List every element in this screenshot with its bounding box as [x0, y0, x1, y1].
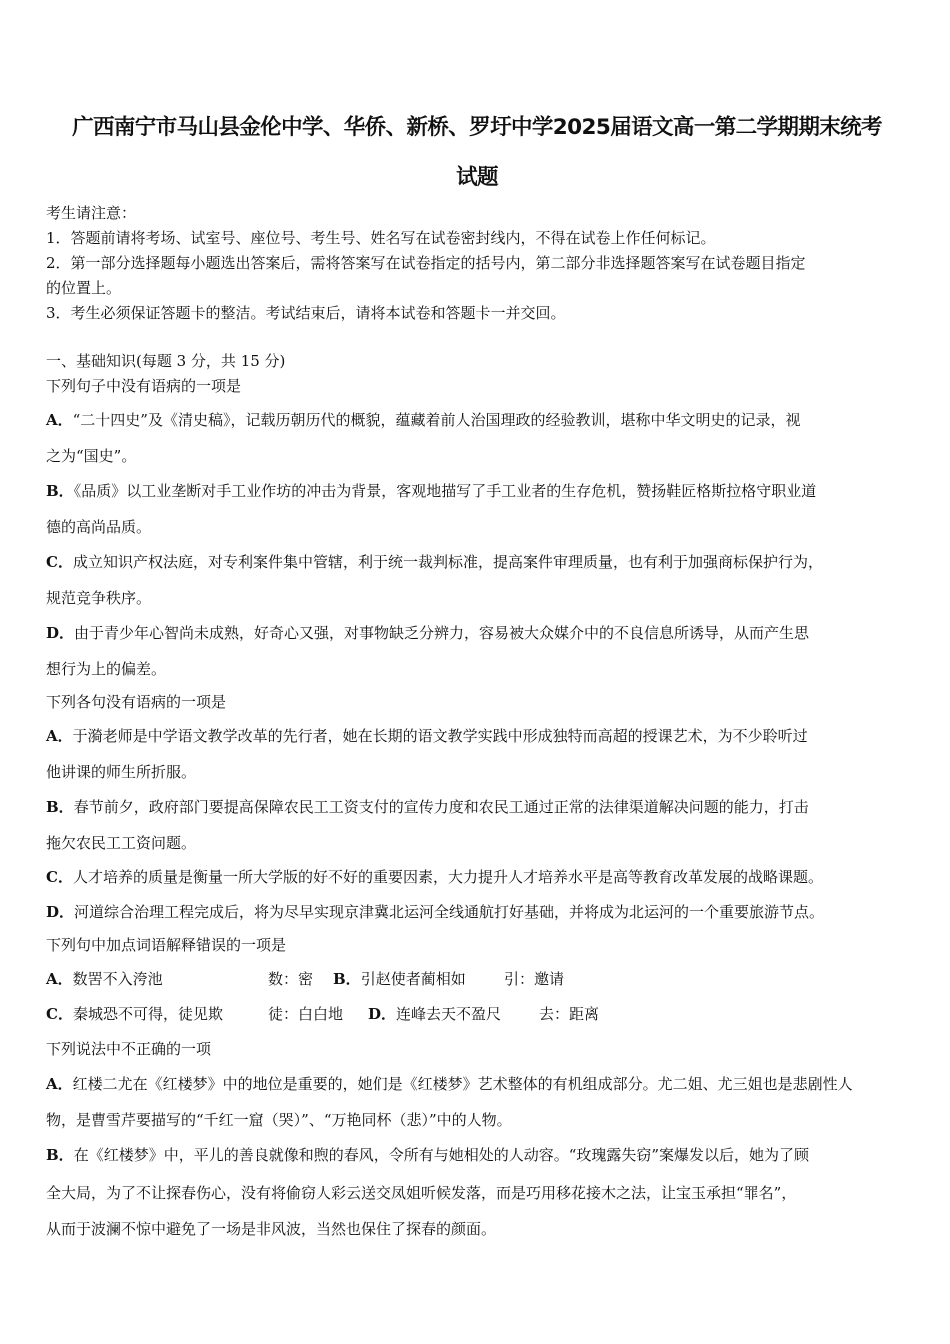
option-label: A． [46, 411, 73, 429]
q1-stem: 下列句子中没有语病的一项是 [46, 377, 242, 395]
q1-option-c [46, 552, 908, 572]
option-label: A． [46, 1075, 73, 1093]
q3-option-d-explanation: 去：距离 [539, 1005, 600, 1023]
option-label: B． [46, 1146, 74, 1164]
q2-option-a [46, 726, 908, 746]
q3-option-b [333, 969, 466, 989]
q2-option-d [46, 902, 908, 922]
option-label: B． [333, 970, 361, 988]
section-heading: 一、基础知识(每题 3 分，共 15 分) [46, 352, 286, 370]
q3-option-a [46, 969, 163, 989]
option-label: A． [46, 727, 73, 745]
q4-option-a-cont: 物，是曹雪芹要描写的“千红一窟（哭）”、“万艳同杯（悲）”中的人物。 [46, 1111, 512, 1129]
option-label: C． [46, 553, 73, 571]
q4-stem: 下列说法中不正确的一项 [46, 1040, 212, 1058]
option-label: C． [46, 868, 73, 886]
q3-option-a-explanation: 数：密 [268, 970, 314, 988]
option-text: 红楼二尤在《红楼梦》中的地位是重要的，她们是《红楼梦》艺术整体的有机组成部分。尤二姐、尤三姐也是悲剧性人 [72, 1075, 853, 1093]
option-text: “二十四史”及《清史稿》，记载历朝历代的概貌，蕴藏着前人治国理政的经验教训，堪称中华文明史的记录，视 [72, 411, 801, 429]
q3-option-d [368, 1004, 501, 1024]
q1-option-d [46, 623, 908, 643]
q4-option-b [46, 1145, 908, 1165]
q2-option-b-cont: 拖欠农民工工资问题。 [46, 834, 197, 852]
q2-option-c [46, 867, 908, 887]
q3-option-b-explanation: 引：邀请 [504, 970, 565, 988]
q3-row-ab [46, 969, 908, 989]
option-text: 引赵使者蔺相如 [360, 970, 466, 988]
option-text: 在《红楼梦》中，平儿的善良就像和煦的春风，令所有与她相处的人动容。“玫瑰露失窃”案爆发以后，她为了顾 [73, 1146, 810, 1164]
q4-option-b-cont2: 从而于波澜不惊中避免了一场是非风波，当然也保住了探春的颜面。 [46, 1220, 497, 1238]
option-text: 于漪老师是中学语文教学改革的先行者，她在长期的语文教学实践中形成独特而高超的授课艺术，为不少聆听过 [72, 727, 808, 745]
notice-heading: 考生请注意： [46, 204, 137, 222]
q2-option-b [46, 797, 908, 817]
option-text: 由于青少年心智尚未成熟，好奇心又强，对事物缺乏分辨力，容易被大众媒介中的不良信息所诱导，从而产生思 [74, 624, 810, 642]
option-text: 春节前夕，政府部门要提高保障农民工工资支付的宣传力度和农民工通过正常的法律渠道解决问题的能力，打击 [73, 798, 809, 816]
q2-option-a-cont: 他讲课的师生所折服。 [46, 763, 197, 781]
option-label: B． [46, 798, 74, 816]
q3-option-c-explanation: 徒：白白地 [268, 1005, 344, 1023]
option-label: D． [368, 1005, 397, 1023]
q1-option-b-cont: 德的高尚品质。 [46, 518, 152, 536]
notice-item-3: 3．考生必须保证答题卡的整洁。考试结束后，请将本试卷和答题卡一并交回。 [46, 304, 566, 322]
q4-option-a [46, 1074, 908, 1094]
option-text: 《品质》以工业垄断对手工业作坊的冲击为背景，客观地描写了手工业者的生存危机，赞扬鞋匠格斯拉格守职业道 [73, 482, 817, 500]
q1-option-a-cont: 之为“国史”。 [46, 447, 137, 465]
exam-title-line2: 试题 [456, 165, 498, 190]
q1-option-c-cont: 规范竞争秩序。 [46, 589, 152, 607]
notice-item-2: 2．第一部分选择题每小题选出答案后，需将答案写在试卷指定的括号内，第二部分非选择题答案写在试卷题目指定 [46, 254, 806, 272]
option-label: D． [46, 624, 75, 642]
notice-item-2-cont: 的位置上。 [46, 279, 122, 297]
q1-option-d-cont: 想行为上的偏差。 [46, 660, 167, 678]
q1-option-b [46, 481, 908, 501]
option-text: 秦城恐不可得，徒见欺 [72, 1005, 223, 1023]
option-label: D． [46, 903, 75, 921]
option-text: 连峰去天不盈尺 [396, 1005, 502, 1023]
q3-option-c [46, 1004, 223, 1024]
option-label: C． [46, 1005, 73, 1023]
notice-item-1: 1．答题前请将考场、试室号、座位号、考生号、姓名写在试卷密封线内，不得在试卷上作任何标记。 [46, 229, 716, 247]
option-text: 成立知识产权法庭，对专利案件集中管辖，利于统一裁判标准，提高案件审理质量，也有利于加强商标保护行为， [72, 553, 823, 571]
option-text: 数罟不入洿池 [72, 970, 163, 988]
q3-stem: 下列句中加点词语解释错误的一项是 [46, 936, 287, 954]
option-label: A． [46, 970, 73, 988]
option-text: 河道综合治理工程完成后，将为尽早实现京津冀北运河全线通航打好基础，并将成为北运河的一个重要旅游节点。 [74, 903, 825, 921]
q4-option-b-cont: 全大局，为了不让探春伤心，没有将偷窃人彩云送交凤姐听候发落，而是巧用移花接木之法，让宝玉承担“罪名”， [46, 1184, 797, 1202]
q3-row-cd [46, 1004, 908, 1024]
option-label: B． [46, 482, 74, 500]
exam-title-line1: 广西南宁市马山县金伦中学、华侨、新桥、罗圩中学2025届语文高一第二学期期末统考 [72, 115, 882, 140]
q2-stem: 下列各句没有语病的一项是 [46, 693, 227, 711]
q1-option-a [46, 410, 908, 430]
option-text: 人才培养的质量是衡量一所大学版的好不好的重要因素，大力提升人才培养水平是高等教育改革发展的战略课题。 [72, 868, 823, 886]
